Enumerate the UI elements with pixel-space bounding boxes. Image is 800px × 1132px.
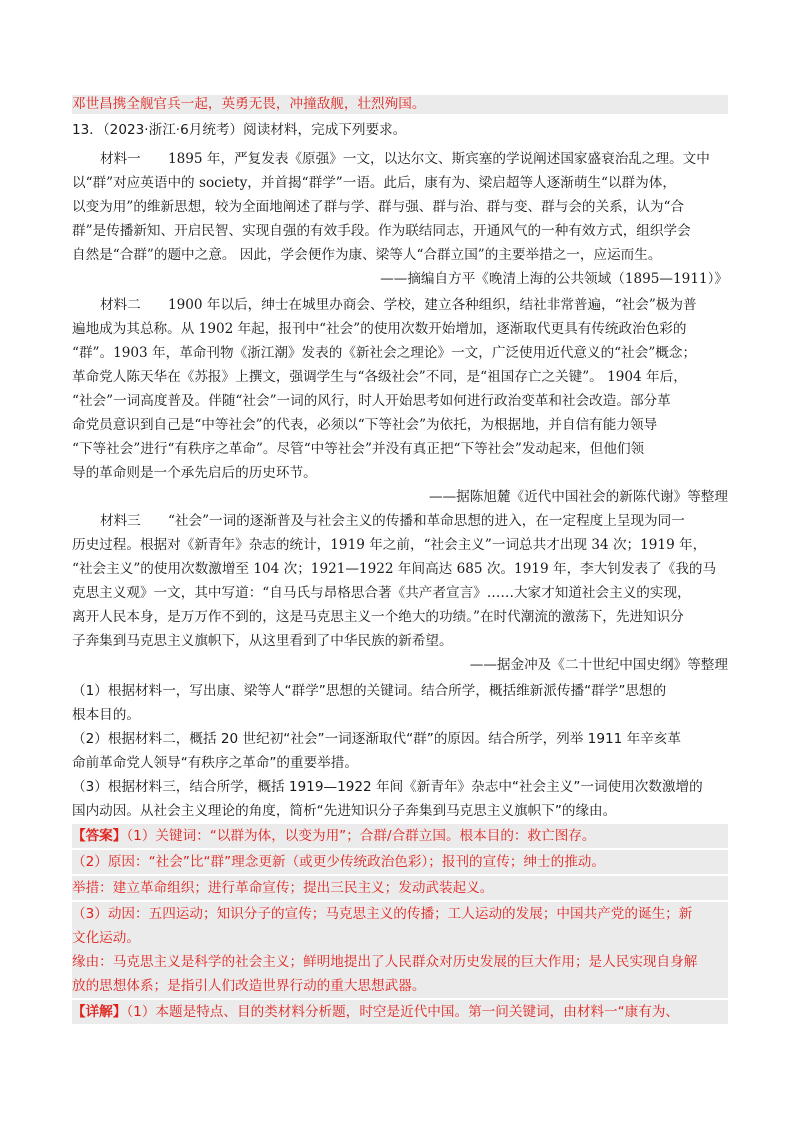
material-3-line: 材料三 “社会”一词的逐渐普及与社会主义的传播和革命思想的进入，在一定程度上呈现为同一: [100, 513, 685, 529]
material-3-source: ——据金冲及《二十世纪中国史纲》等整理: [469, 657, 728, 673]
question-line: （1）根据材料一，写出康、梁等人“群学”思想的关键词。结合所学，概括维新派传播“群学”思想的: [72, 683, 667, 699]
answer-line: 文化运动。: [72, 926, 728, 950]
material-1-line: 以变为用”的维新思想，较为全面地阐述了群与学、群与强、群与治、群与变、群与会的关系，认为“合: [72, 199, 685, 215]
material-1-line: 材料一 1895 年，严复发表《原强》一文，以达尔文、斯宾塞的学说阐述国家盛衰治乱之理。文中: [100, 151, 710, 167]
question-header: 13．（2023·浙江·6月统考）阅读材料，完成下列要求。: [72, 122, 407, 138]
material-2-source: ——据陈旭麓《近代中国社会的新陈代谢》等整理: [428, 489, 728, 505]
detail-label: 【详解】: [72, 1004, 127, 1020]
detail-text: （1）本题是特点、目的类材料分析题，时空是近代中国。第一问关键词，由材料一“康有为、: [126, 1004, 680, 1020]
material-3-line: 离开人民本身，是万万作不到的，这是马克思主义一个绝大的功绩。”在时代潮流的激荡下，先进知识分: [72, 609, 684, 625]
previous-answer-line: 邓世昌携全舰官兵一起，英勇无畏，冲撞敌舰，壮烈殉国。: [72, 95, 728, 114]
answer-line: [72, 824, 728, 848]
detail-line: [72, 1000, 728, 1024]
material-2-line: “社会”一词高度普及。伴随“社会”一词的风行，时人开始思考如何进行政治变革和社会改造。部分革: [72, 393, 671, 409]
question-line: 根本目的。: [72, 707, 140, 723]
material-2-line: “下等社会”进行“有秩序之革命”。尽管“中等社会”并没有真正把“下等社会”发动起来，但他们领: [72, 441, 645, 457]
material-1-line: 以“群”对应英语中的 society，并首揭“群学”一语。此后，康有为、梁启超等人逐渐萌生“以群为体，: [72, 175, 676, 191]
material-1-line: 自然是“合群”的题中之意。 因此，学会便作为康、梁等人“合群立国”的主要举措之一，应运而生。: [72, 247, 662, 263]
material-3-line: “社会主义”的使用次数激增至 104 次；1921—1922 年间高达 685 次。1919 年，李大钊发表了《我的马: [72, 561, 717, 577]
material-3-line: 子奔集到马克思主义旗帜下，从这里看到了中华民族的新希望。: [72, 633, 453, 649]
material-3-line: 历史过程。根据对《新青年》杂志的统计，1919 年之前，“社会主义”一词总共才出现 34 次；1919 年，: [72, 537, 707, 553]
answer-label: 【答案】: [72, 828, 127, 844]
question-line: （3）根据材料三，结合所学，概括 1919—1922 年间《新青年》杂志中“社会主义”一词使用次数激增的: [72, 779, 703, 795]
question-line: 命前革命党人领导“有秩序之革命”的重要举措。: [72, 755, 358, 771]
material-2-line: 导的革命则是一个承先启后的历史环节。: [72, 465, 317, 481]
answer-line: 放的思想体系；是指引人们改造世界行动的重大思想武器。: [72, 974, 728, 998]
question-line: 国内动因。从社会主义理论的角度，简析“先进知识分子奔集到马克思主义旗帜下”的缘由。: [72, 803, 617, 819]
answer-line: （3）动因：五四运动；知识分子的宣传；马克思主义的传播；工人运动的发展；中国共产党的诞生；新: [72, 902, 728, 926]
question-line: （2）根据材料二，概括 20 世纪初“社会”一词逐渐取代“群”的原因。结合所学，列举 1911 年辛亥革: [72, 731, 681, 747]
material-3-line: 克思主义观》一文，其中写道：“自马氏与昂格思合著《共产者宣言》……大家才知道社会主义的实现，: [72, 585, 691, 601]
material-1-source: ——摘编自方平《晚清上海的公共领域（1895—1911）》: [380, 271, 728, 287]
material-2-line: “群”。1903 年，革命刊物《浙江潮》发表的《新社会之理论》一文，广泛使用近代意义的“社会”概念；: [72, 345, 697, 361]
answer-line: 举措：建立革命组织；进行革命宣传；提出三民主义；发动武装起义。: [72, 876, 728, 900]
material-2-line: 革命党人陈天华在《苏报》上撰文，强调学生与“各级社会”不同，是“祖国存亡之关键”。 1904 年后，: [72, 369, 687, 385]
answer-line: 缘由：马克思主义是科学的社会主义；鲜明地提出了人民群众对历史发展的巨大作用；是人民实现自身解: [72, 950, 728, 974]
answer-text: （1）关键词：“以群为体，以变为用”；合群/合群立国。根本目的：救亡图存。: [126, 828, 596, 844]
material-2-line: 遍地成为其总称。从 1902 年起，报刊中“社会”的使用次数开始增加，逐渐取代更具有传统政治色彩的: [72, 321, 687, 337]
material-1-line: 群”是传播新知、开启民智、实现自强的有效手段。作为联结同志，开通风气的一种有效方式，组织学会: [72, 223, 691, 239]
material-2-line: 材料二 1900 年以后，绅士在城里办商会、学校，建立各种组织，结社非常普遍，“社会”极为普: [100, 297, 697, 313]
material-2-line: 命党员意识到自己是“中等社会”的代表，必须以“下等社会”为依托，为根据地，并自信有能力领导: [72, 417, 658, 433]
answer-line: （2）原因：“社会”比“群”理念更新（或更少传统政治色彩）；报刊的宣传；绅士的推动。: [72, 850, 728, 874]
